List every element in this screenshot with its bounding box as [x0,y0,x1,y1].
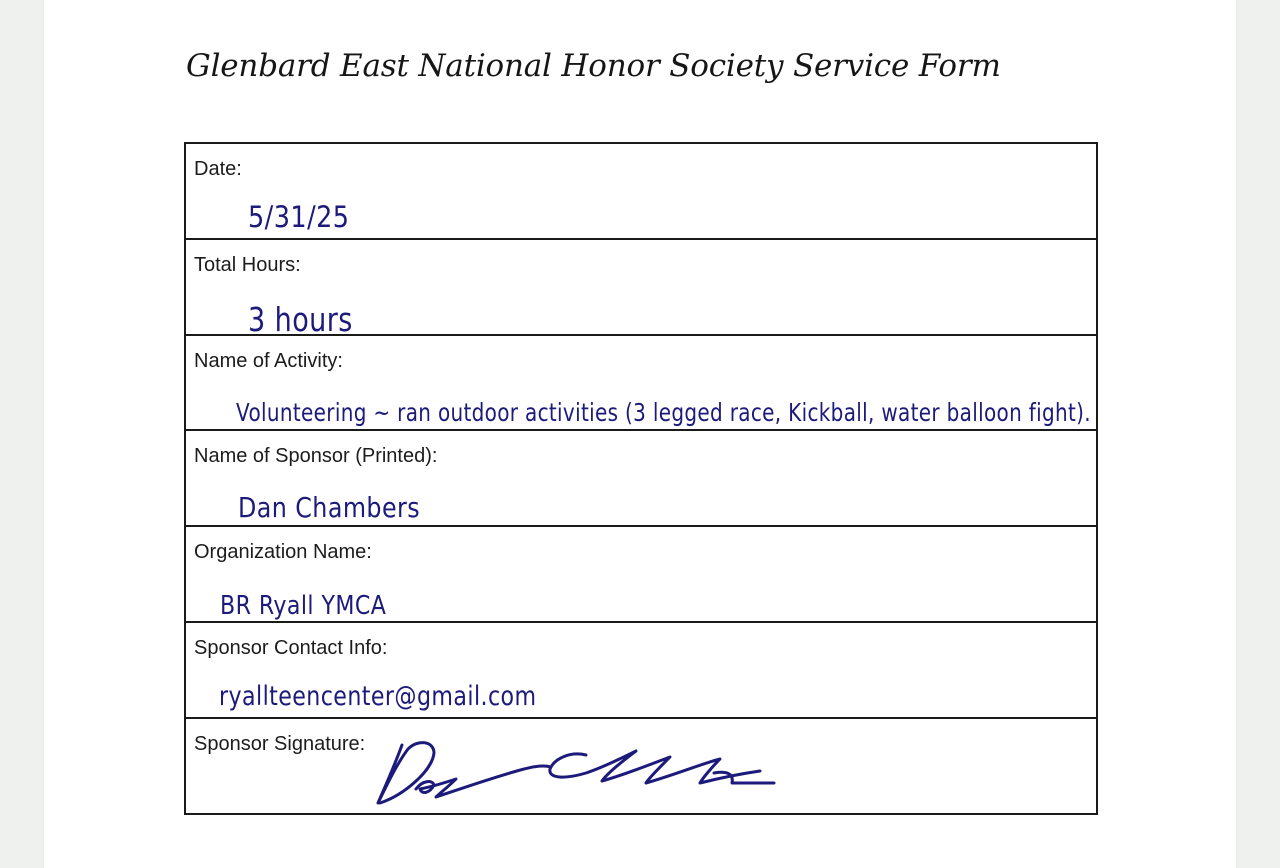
activity-value: Volunteering ~ ran outdoor activities (3 legged race, Kickball, water balloon fight). [236,397,1091,427]
document-page [44,0,1236,868]
page-title: Glenbard East National Honor Society Service Form [186,48,1001,84]
date-value: 5/31/25 [248,200,350,234]
sponsor-signature-label: Sponsor Signature: [194,732,366,755]
total-hours-value: 3 hours [248,299,353,339]
form-row-total-hours [186,240,1096,339]
form-row-sponsor-contact [186,623,1096,719]
service-form-table [184,142,1098,815]
form-row-date [186,144,1096,240]
form-row-sponsor-signature [186,719,1096,815]
organization-value: BR Ryall YMCA [220,591,387,622]
sponsor-contact-value: ryallteencenter@gmail.com [219,680,537,712]
sponsor-signature-image [374,737,778,807]
form-row-activity [186,336,1096,432]
sponsor-contact-label: Sponsor Contact Info: [194,636,388,659]
sponsor-name-value: Dan Chambers [238,491,421,525]
date-label: Date: [194,158,242,180]
sponsor-name-label: Name of Sponsor (Printed): [194,445,438,468]
organization-label: Organization Name: [194,541,372,564]
form-row-organization [186,527,1096,623]
form-row-sponsor-name [186,431,1096,527]
activity-label: Name of Activity: [194,349,343,372]
total-hours-label: Total Hours: [194,253,301,276]
